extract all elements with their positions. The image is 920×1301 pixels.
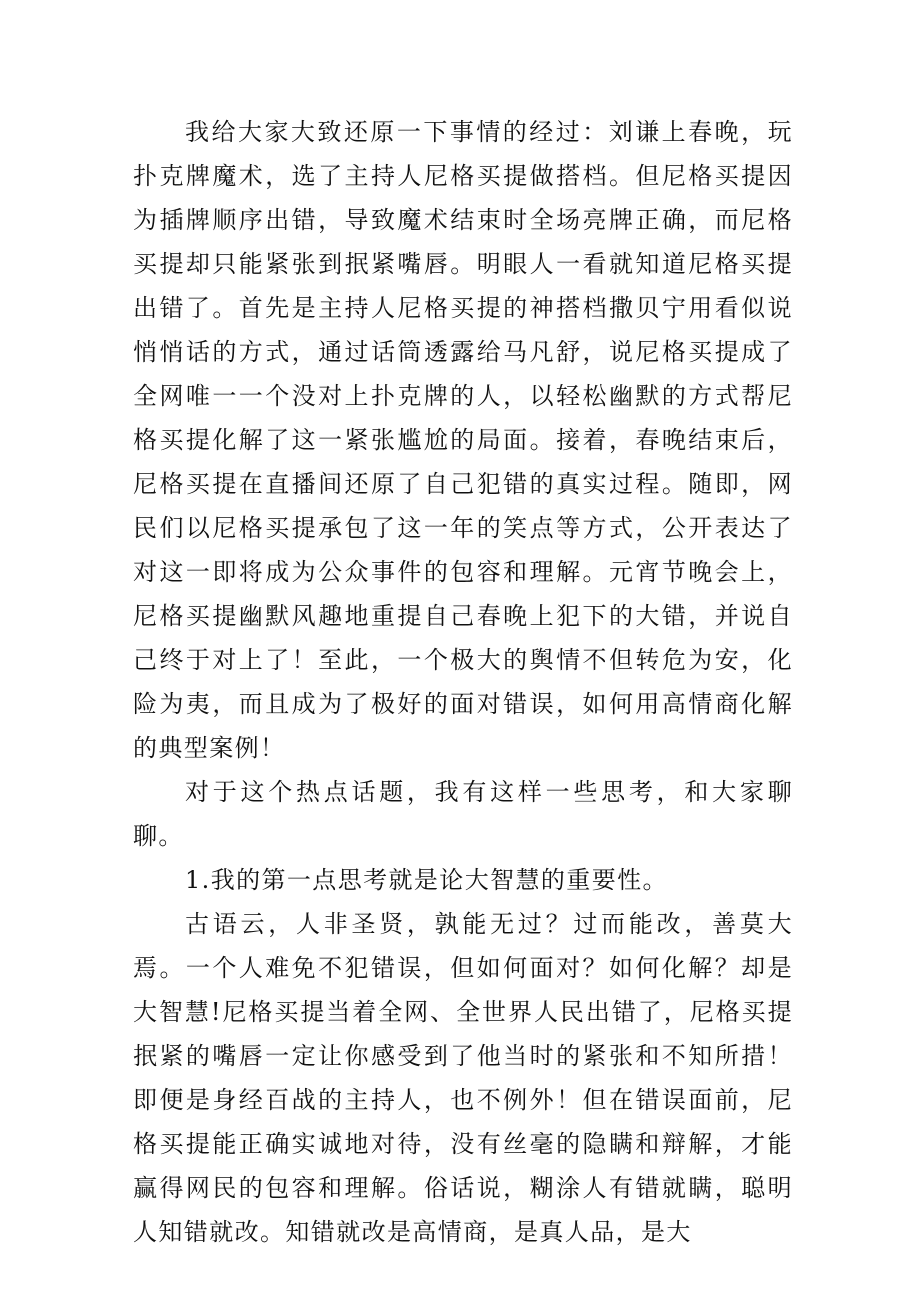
paragraph-first-point-heading: 1.我的第一点思考就是论大智慧的重要性。: [185, 866, 668, 894]
paragraph-intro-thoughts: 对于这个热点话题，我有这样一些思考，和大家聊聊。: [133, 778, 793, 850]
paragraph-event-recap: 我给大家大致还原一下事情的经过：刘谦上春晚，玩扑克牌魔术，选了主持人尼格买提做搭档。但尼格买提因为插牌顺序出错，导致魔术结束时全场亮牌正确，而尼格买提却只能紧张到抿紧嘴唇。明眼人一看就知道尼格买提出错了。首先是主持人尼格买提的神搭档撒贝宁用看似说悄悄话的方式，通过话筒透露给马凡舒，说尼格买提成了全网唯一一个没对上扑克牌的人，以轻松幽默的方式帮尼格买提化解了这一紧张尴尬的局面。接着，春晚结束后，尼格买提在直播间还原了自己犯错的真实过程。随即，网民们以尼格买提承包了这一年的笑点等方式，公开表达了对这一即将成为公众事件的包容和理解。元宵节晚会上，尼格买提幽默风趣地重提自己春晚上犯下的大错，并说自己终于对上了！至此，一个极大的舆情不但转危为安，化险为夷，而且成为了极好的面对错误，如何用高情商化解的典型案例！: [133, 118, 793, 762]
document-body: [133, 110, 793, 1254]
paragraph-first-point-body: 古语云，人非圣贤，孰能无过？过而能改，善莫大焉。一个人难免不犯错误，但如何面对？如何化解？却是大智慧!尼格买提当着全网、全世界人民出错了，尼格买提抿紧的嘴唇一定让你感受到了他当时的紧张和不知所措！即便是身经百战的主持人，也不例外！但在错误面前，尼格买提能正确实诚地对待，没有丝毫的隐瞒和辩解，才能赢得网民的包容和理解。俗话说，糊涂人有错就瞒，聪明人知错就改。知错就改是高情商，是真人品，是大: [133, 910, 793, 1246]
